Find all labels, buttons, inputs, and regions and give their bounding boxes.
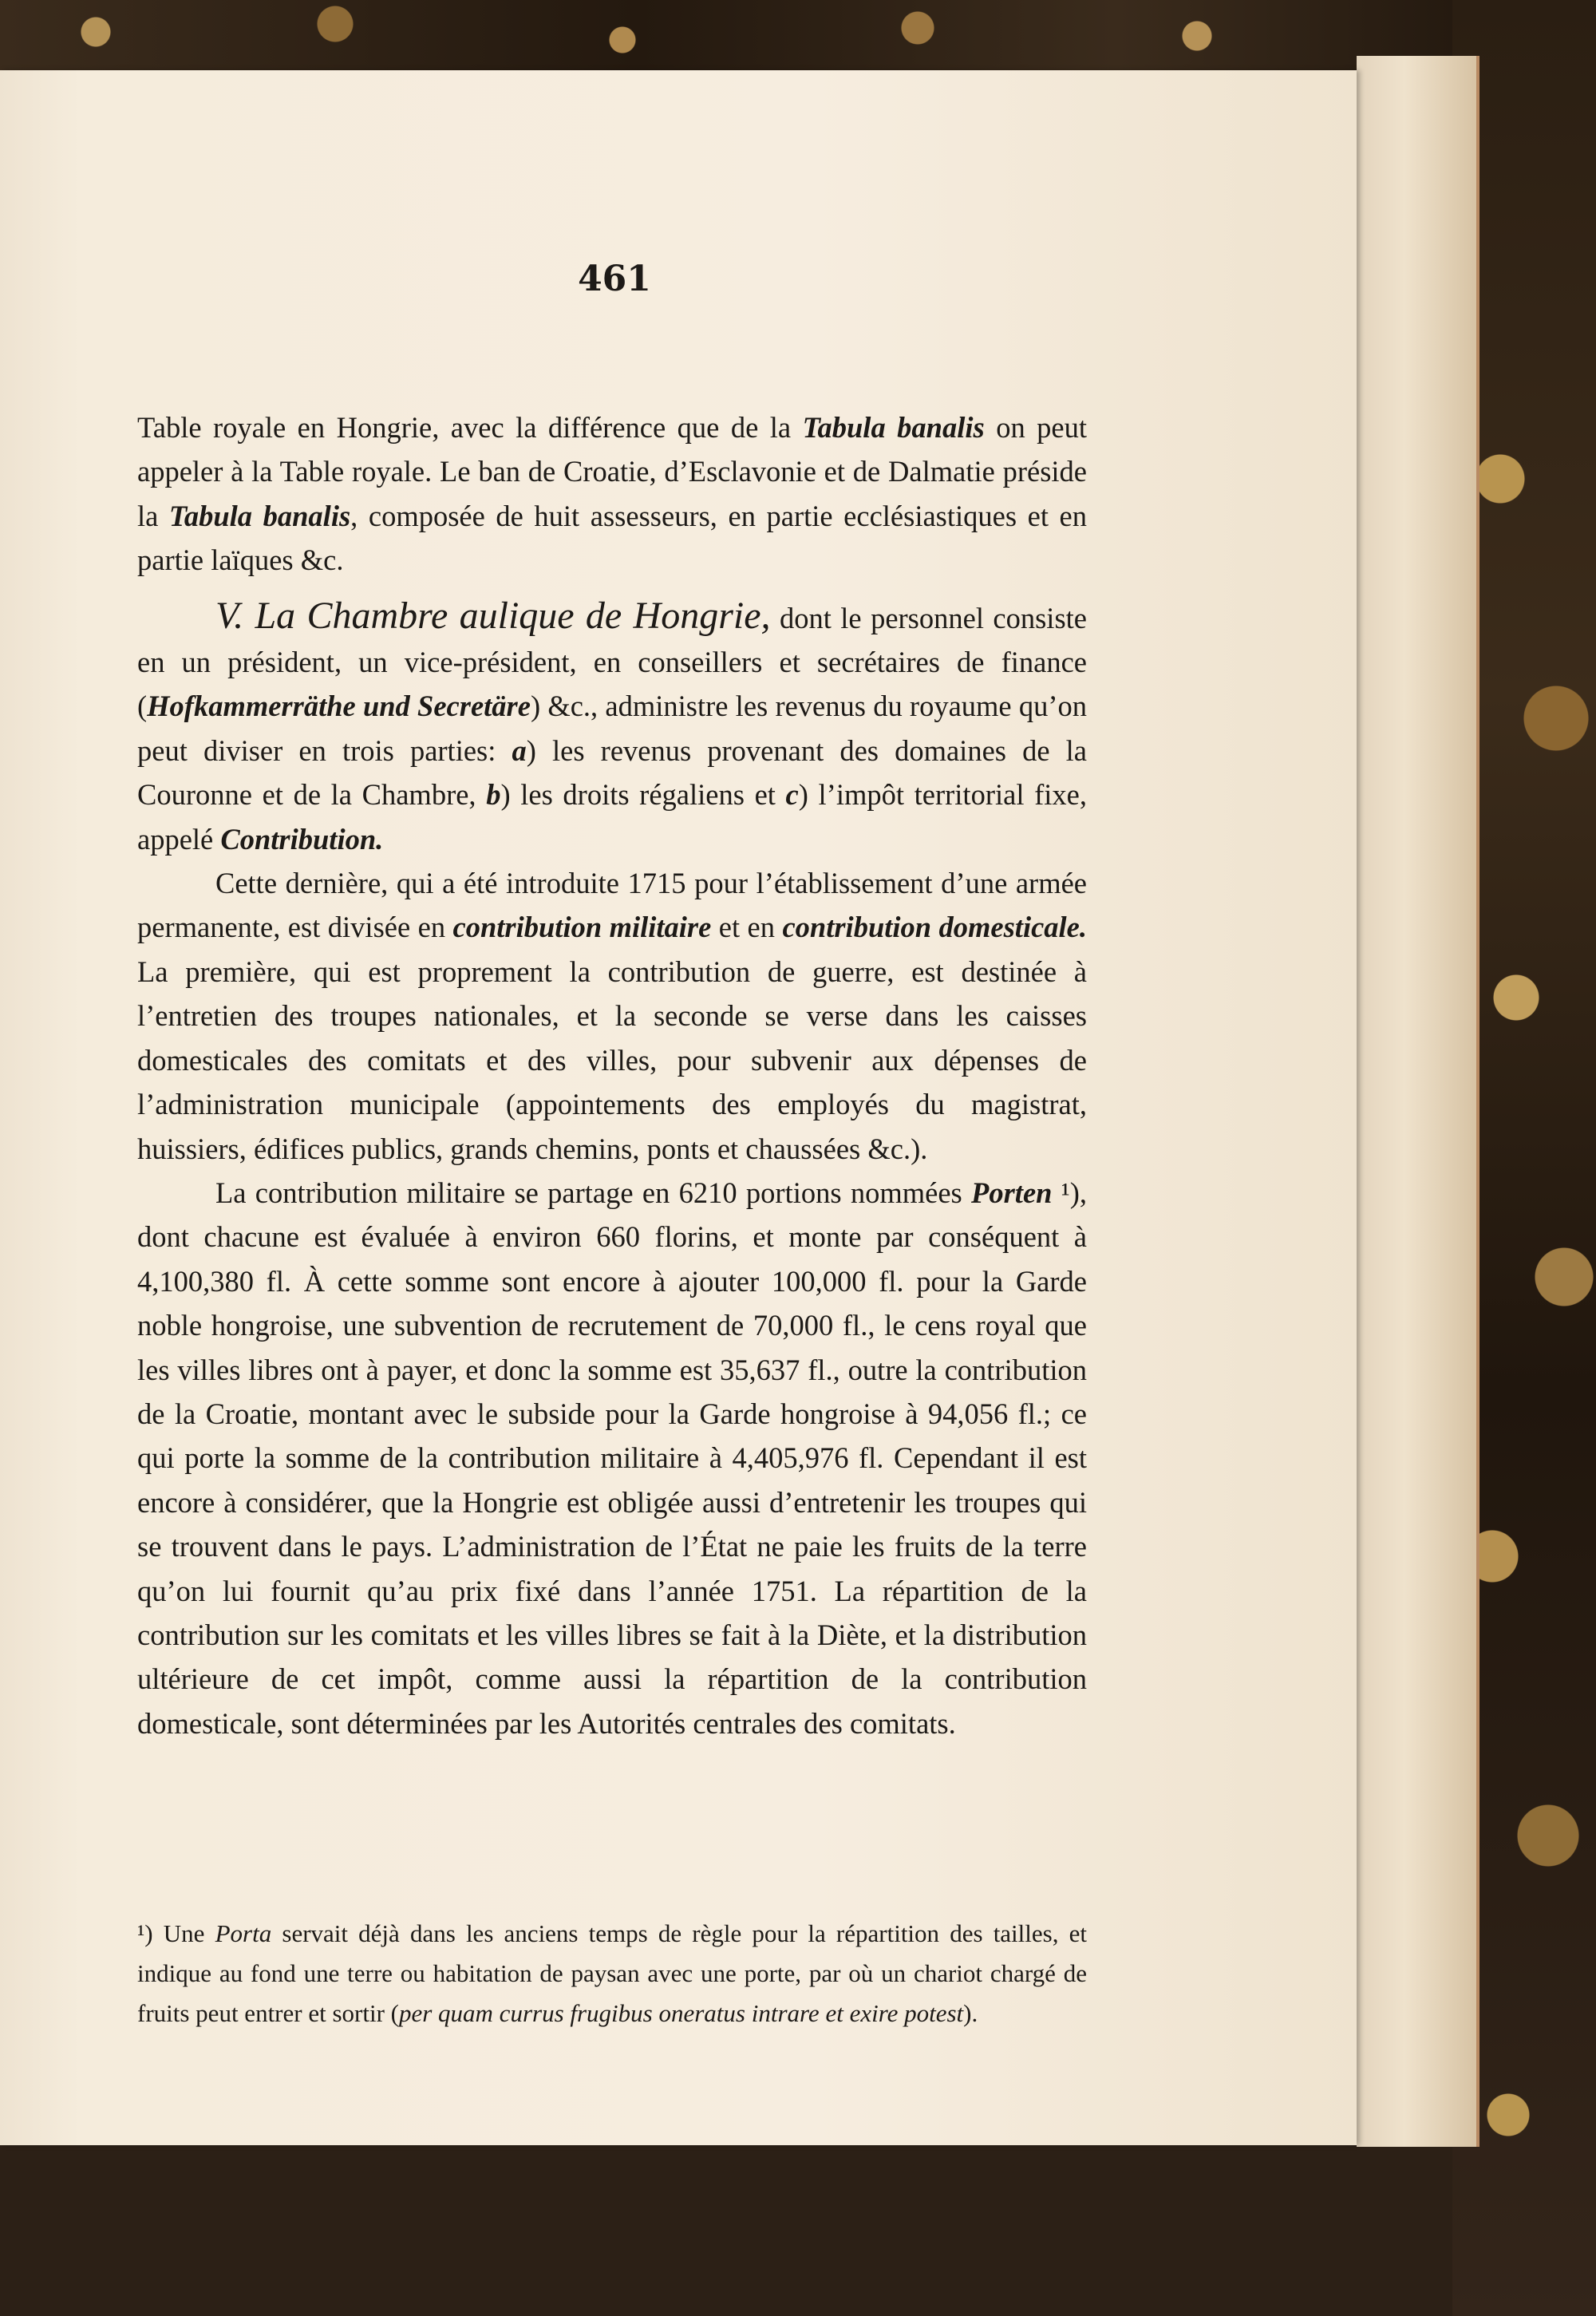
italic-term: Tabula banalis [168, 499, 351, 532]
text-run: La contribution militaire se partage en 6210 portions nommées [215, 1176, 972, 1209]
italic-term: Tabula banalis [802, 411, 985, 444]
italic-term: Porten [971, 1176, 1053, 1209]
page-number: 461 [578, 259, 651, 299]
text-run: ) les revenus provenant des domaines de la Couronne et de la Chambre, [137, 733, 1087, 812]
text-run: servait déjà dans les anciens temps de règle pour la répartition des tailles, et indique au fond une terre ou habitation de paysan avec une porte, par où un chariot chargé de fruits peut entrer et sortir ( [137, 1919, 1088, 2027]
italic-term: Contribution. [220, 822, 384, 856]
text-run: ) les droits régaliens et [500, 778, 786, 812]
body-text [137, 405, 1087, 1745]
text-run: on peut appeler à la Table royale. Le ban de Croatie, d’Esclavonie et de Dalmatie préside la [137, 411, 1088, 532]
text-run: Cette dernière, qui a été introduite 1715 pour l’établissement d’une armée permanente, est divisée en [137, 867, 1087, 944]
italic-term: Porta [215, 1919, 272, 1947]
text-run: ¹) Une [137, 1919, 215, 1947]
italic-term: b [486, 778, 501, 812]
text-run: ) l’impôt territorial fixe, appelé [137, 778, 1087, 856]
text-run: La première, qui est proprement la contribution de guerre, est destinée à l’entretien des troupes nationales, et la seconde se verse dans les caisses domesticales des comitats et des villes, pour subvenir aux dépenses de l’administration municipale (appointements des employés du magistrat, huissiers, édifices publics, grands chemins, ponts et chaussées &c.). [137, 954, 1087, 1165]
section-heading: V. La Chambre aulique de Hongrie, [215, 594, 771, 637]
italic-term: contribution domesticale. [782, 911, 1088, 944]
paragraph-3 [137, 861, 1087, 1171]
paragraph-2 [137, 594, 1087, 861]
page-edges [1357, 56, 1479, 2147]
italic-term: per quam currus frugibus oneratus intrare et exire potest [398, 1999, 964, 2027]
text-run: et en [711, 911, 783, 944]
paragraph-1 [137, 405, 1087, 583]
text-run: dont le personnel consiste en un président, un vice-président, en conseillers et secrétaires de finance ( [137, 601, 1087, 723]
italic-term: Hofkammerräthe und Secretäre [147, 690, 531, 723]
italic-term: a [512, 733, 527, 767]
italic-term: c [785, 778, 799, 812]
text-run: ). [963, 1999, 978, 2027]
paragraph-4 [137, 1171, 1087, 1745]
footnote [137, 1914, 1087, 2033]
italic-term: contribution militaire [452, 911, 712, 944]
footnote-text [137, 1914, 1087, 2033]
text-run: ¹), dont chacune est évaluée à environ 660 florins, et monte par conséquent à 4,100,380 fl. À cette somme sont encore à ajouter 100,000 fl. pour la Garde noble hongroise, une subvention de recrutement de 70,000 fl., le cens royal que les villes libres ont à payer, et donc la somme est 35,637 fl., outre la contribution de la Croatie, montant avec le subside pour la Garde hongroise à 94,056 fl.; ce qui porte la somme de la contribution militaire à 4,405,976 fl. Cependant il est encore à considérer, que la Hongrie est obligée aussi d’entretenir les troupes qui se trouvent dans le pays. L’administration de l’État ne paie les fruits de la terre qu’on lui fournit qu’au prix fixé dans l’année 1751. La répartition de la contribution sur les comitats et les villes libres se fait à la Diète, et la distribution ultérieure de cet impôt, comme aussi la répartition de la contribution domesticale, sont déterminées par les Autorités centrales des comitats. [137, 1176, 1087, 1740]
book-page [0, 70, 1357, 2145]
text-run: ) &c., administre les revenus du royaume qu’on peut diviser en trois parties: [137, 690, 1087, 767]
text-run: , composée de huit assesseurs, en partie ecclésiastiques et en partie laïques &c. [137, 499, 1088, 577]
text-run: Table royale en Hongrie, avec la différence que de la [137, 411, 803, 444]
